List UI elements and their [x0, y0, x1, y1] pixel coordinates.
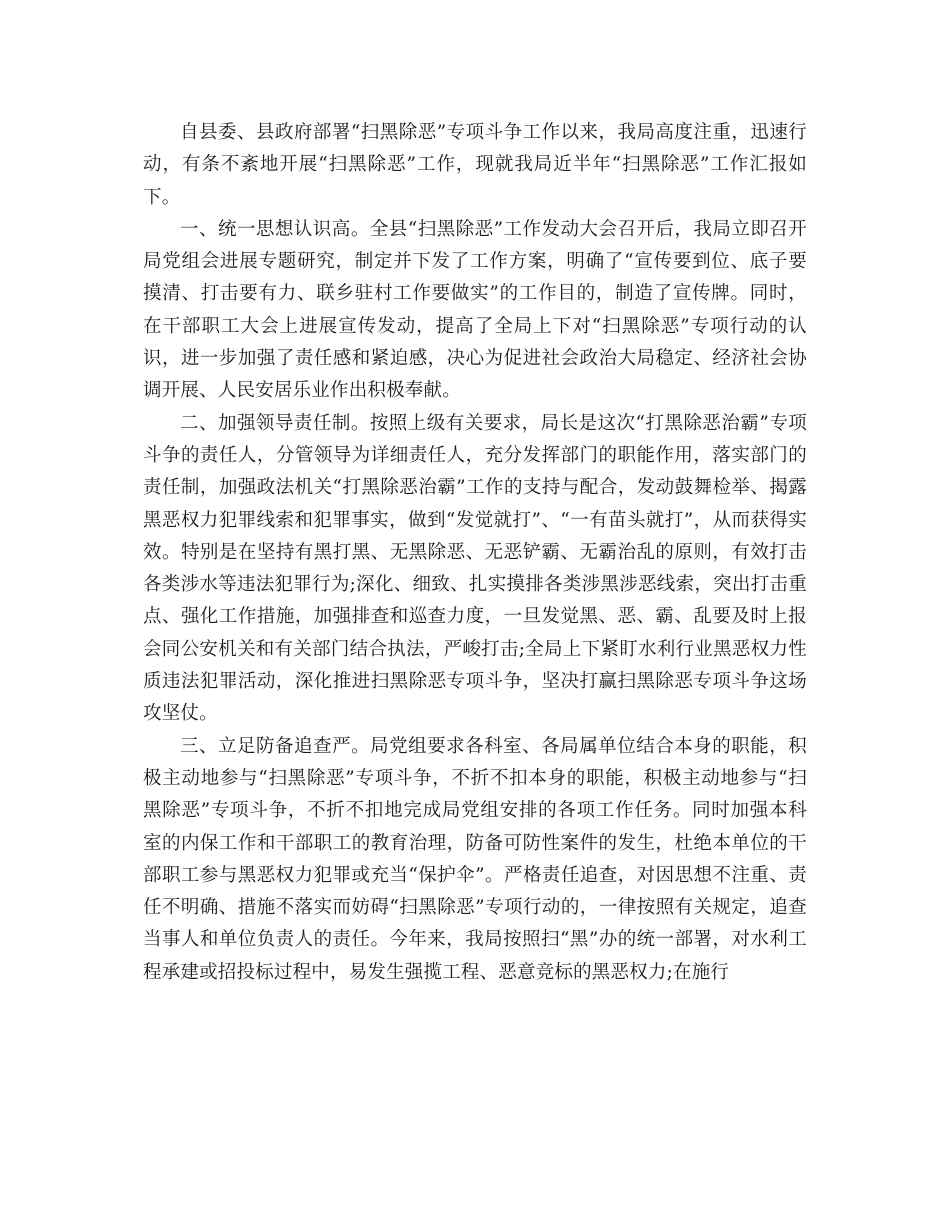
document-body	[143, 117, 807, 989]
paragraph-intro: 自县委、县政府部署“扫黑除恶”专项斗争工作以来，我局高度注重，迅速行动，有条不紊地开展“扫黑除恶”工作，现就我局近半年“扫黑除恶”工作汇报如下。	[143, 122, 807, 208]
paragraph-section-2: 二、加强领导责任制。按照上级有关要求，局长是这次“打黑除恶治霸”专项斗争的责任人，分管领导为详细责任人，充分发挥部门的职能作用，落实部门的责任制，加强政法机关“打黑除恶治霸”工作的支持与配合，发动鼓舞检举、揭露黑恶权力犯罪线索和犯罪事实，做到“发觉就打”、“一有苗头就打”，从而获得实效。特别是在坚持有黑打黑、无黑除恶、无恶铲霸、无霸治乱的原则，有效打击各类涉水等违法犯罪行为;深化、细致、扎实摸排各类涉黑涉恶线索，突出打击重点、强化工作措施，加强排查和巡查力度，一旦发觉黑、恶、霸、乱要及时上报会同公安机关和有关部门结合执法，严峻打击;全局上下紧盯水利行业黑恶权力性质违法犯罪活动，深化推进扫黑除恶专项斗争，坚决打赢扫黑除恶专项斗争这场攻坚仗。	[143, 412, 807, 725]
paragraph-section-1: 一、统一思想认识高。全县“扫黑除恶”工作发动大会召开后，我局立即召开局党组会进展专题研究，制定并下发了工作方案，明确了“宣传要到位、底子要摸清、打击要有力、联乡驻村工作要做实”的工作目的，制造了宣传牌。同时，在干部职工大会上进展宣传发动，提高了全局上下对“扫黑除恶”专项行动的认识，进一步加强了责任感和紧迫感，决心为促进社会政治大局稳定、经济社会协调开展、人民安居乐业作出积极奉献。	[143, 218, 807, 402]
paragraph-section-3: 三、立足防备追查严。局党组要求各科室、各局属单位结合本身的职能，积极主动地参与“扫黑除恶”专项斗争，不折不扣本身的职能，积极主动地参与“扫黑除恶”专项斗争，不折不扣地完成局党组安排的各项工作任务。同时加强本科室的内保工作和干部职工的教育治理，防备可防性案件的发生，杜绝本单位的干部职工参与黑恶权力犯罪或充当“保护伞”。严格责任追查，对因思想不注重、责任不明确、措施不落实而妨碍“扫黑除恶”专项行动的，一律按照有关规定，追查当事人和单位负责人的责任。今年来，我局按照扫“黑”办的统一部署，对水利工程承建或招投标过程中，易发生强揽工程、恶意竞标的黑恶权力;在施行	[143, 735, 807, 983]
